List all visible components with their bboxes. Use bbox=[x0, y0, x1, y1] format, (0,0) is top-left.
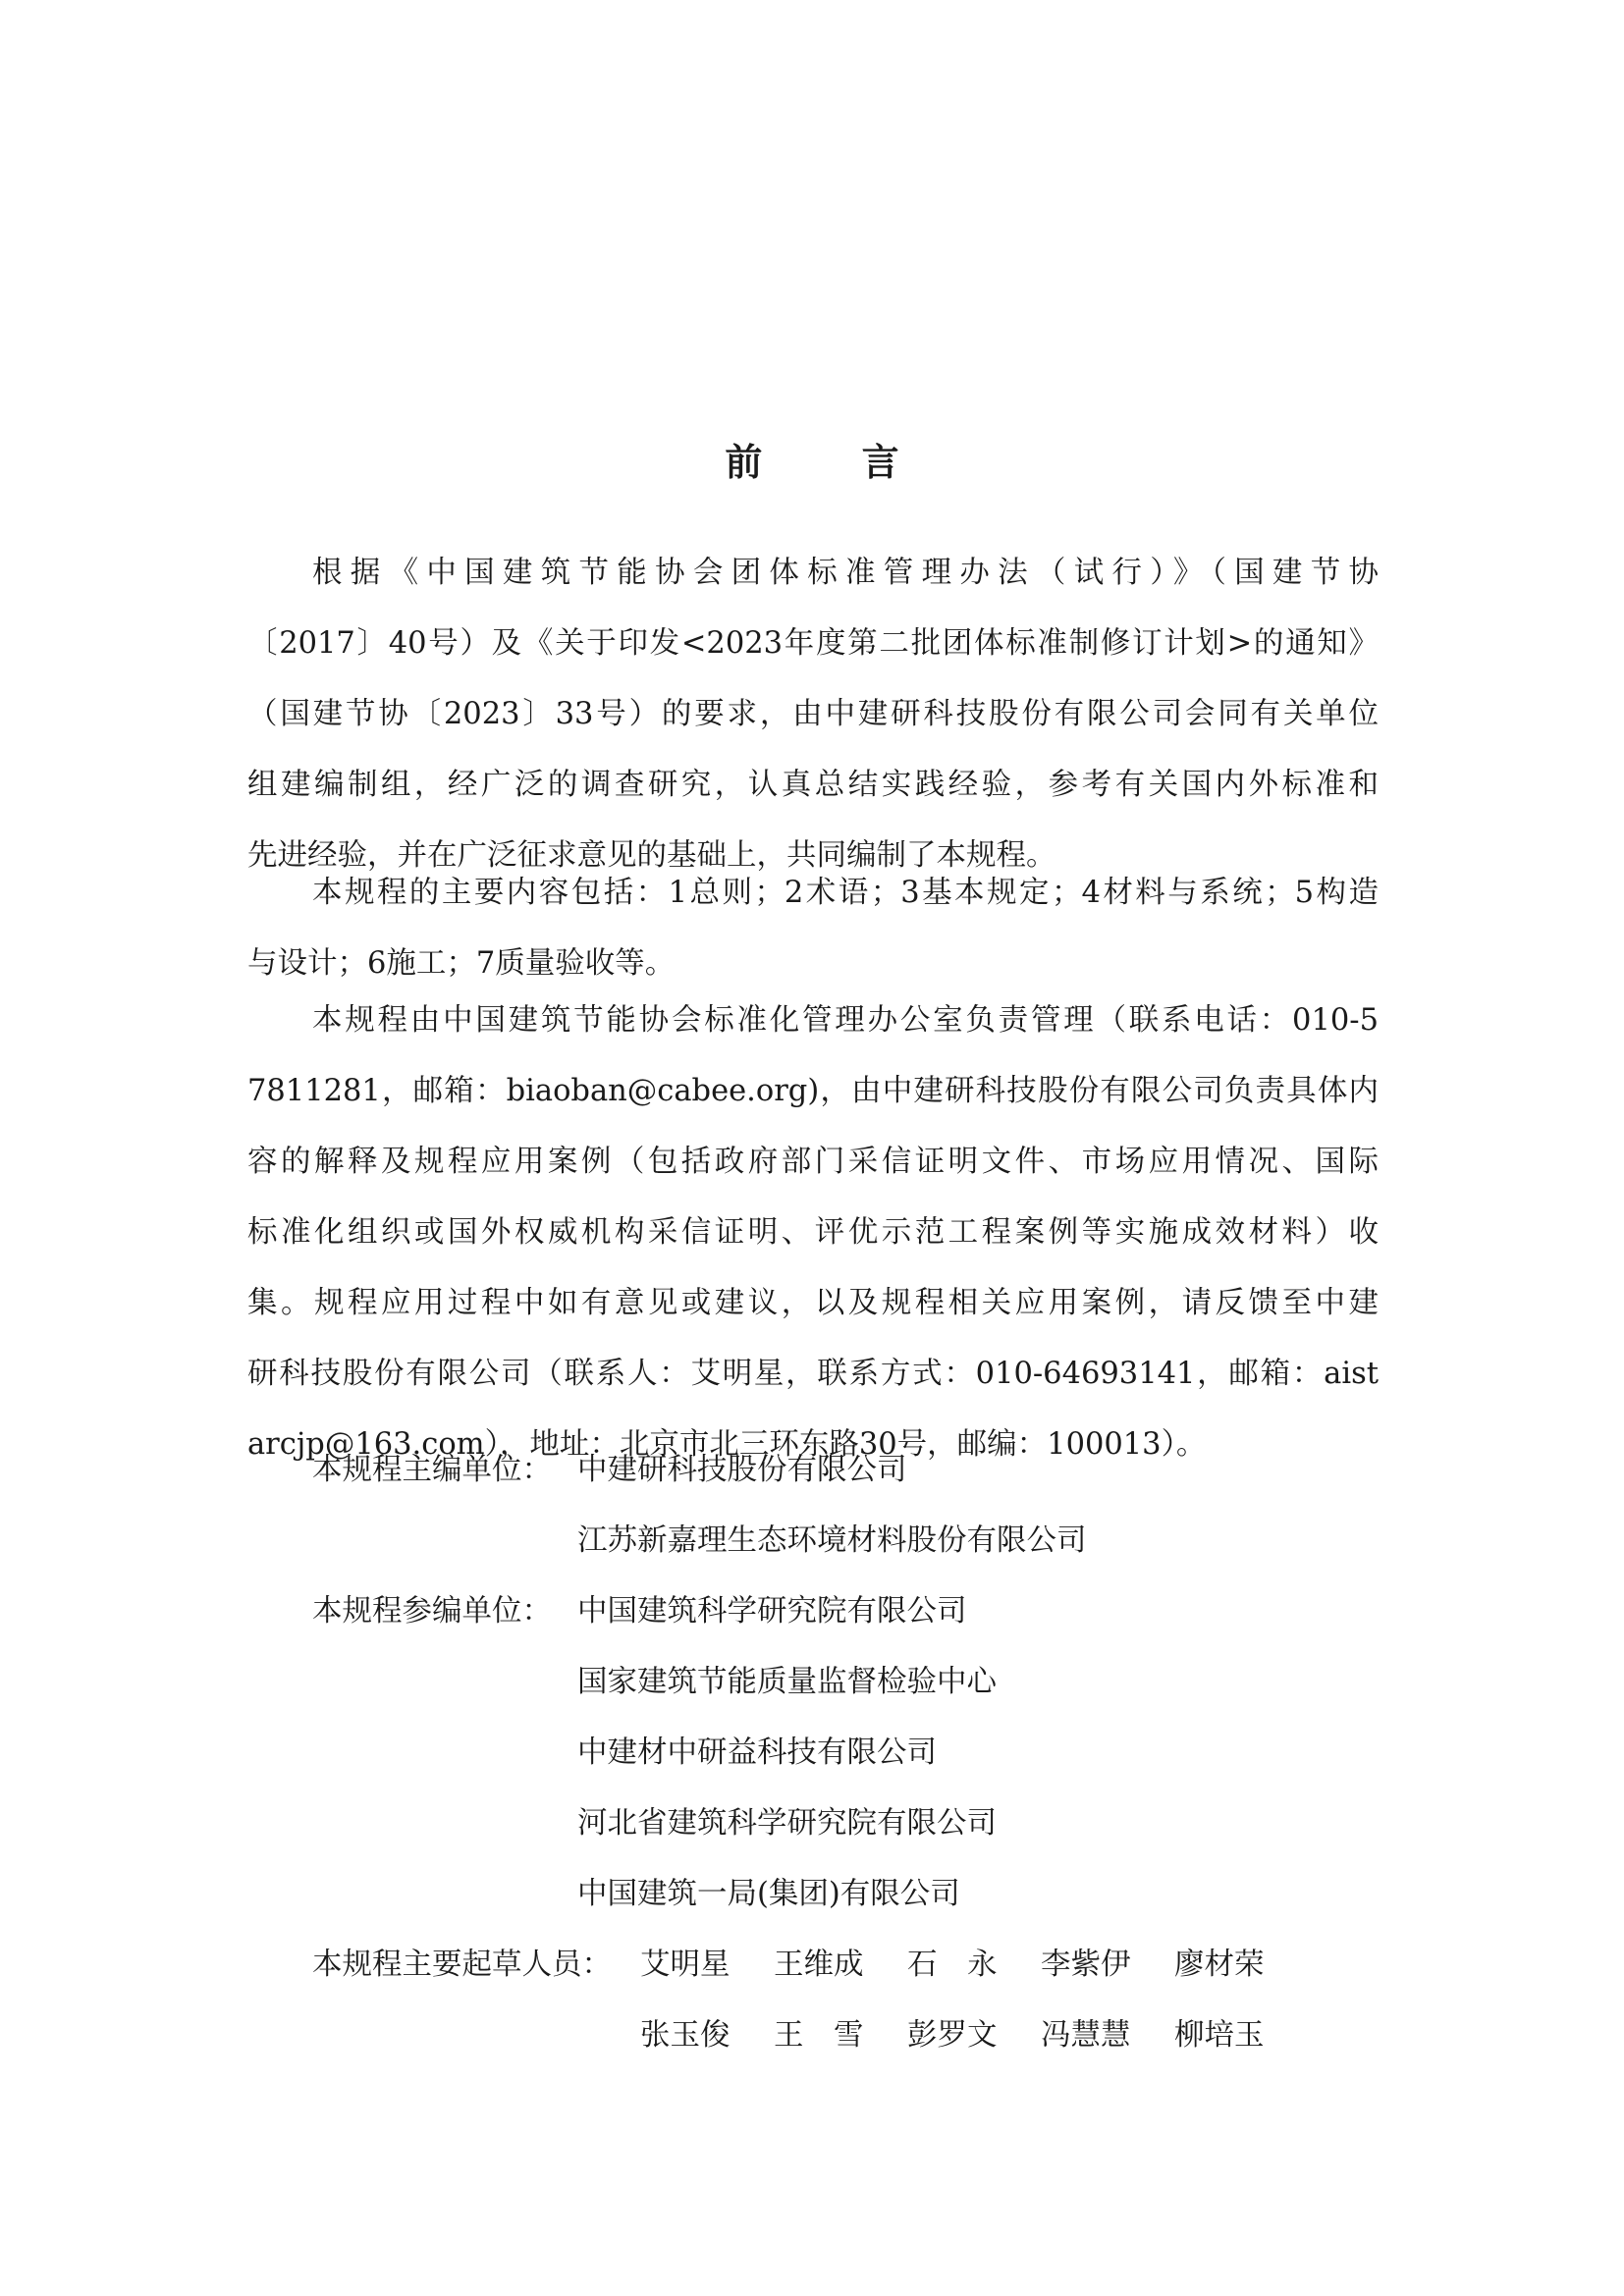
participating-unit: 中建材中研益科技有限公司 bbox=[577, 1735, 937, 1770]
paragraph-line: arcjp@163.com），地址：北京市北三环东路30号，邮编：100013）。 bbox=[247, 1427, 1207, 1462]
chief-unit: 中建研科技股份有限公司 bbox=[577, 1453, 907, 1487]
participating-unit: 河北省建筑科学研究院有限公司 bbox=[577, 1806, 997, 1841]
participating-unit: 中国建筑一局(集团)有限公司 bbox=[577, 1877, 960, 1911]
chief-unit: 江苏新嘉理生态环境材料股份有限公司 bbox=[577, 1523, 1087, 1558]
drafter-name: 柳培玉 bbox=[1174, 2018, 1265, 2053]
participating-unit: 国家建筑节能质量监督检验中心 bbox=[577, 1665, 997, 1699]
drafters-label: 本规程主要起草人员： bbox=[312, 1948, 612, 1982]
paragraph-line: 容的解释及规程应用案例（包括政府部门采信证明文件、市场应用情况、国际 bbox=[247, 1145, 1379, 1179]
intro-paragraph bbox=[247, 538, 1379, 891]
chief-units-label: 本规程主编单位： bbox=[312, 1453, 552, 1487]
paragraph-line: 标准化组织或国外权威机构采信证明、评优示范工程案例等实施成效材料）收 bbox=[247, 1215, 1379, 1250]
drafter-name: 李紫伊 bbox=[1041, 1948, 1131, 1982]
drafter-name: 冯慧慧 bbox=[1041, 2018, 1131, 2053]
paragraph-line: 〔2017〕40号）及《关于印发<2023年度第二批团体标准制修订计划>的通知》 bbox=[247, 626, 1379, 661]
drafter-name: 王维成 bbox=[774, 1948, 864, 1982]
drafter-name: 王 雪 bbox=[774, 2018, 864, 2053]
paragraph-line: 与设计；6施工；7质量验收等。 bbox=[247, 946, 676, 981]
paragraph-line: （国建节协〔2023〕33号）的要求，由中建研科技股份有限公司会同有关单位 bbox=[247, 697, 1379, 731]
paragraph-line: 本规程的主要内容包括：1总则；2术语；3基本规定；4材料与系统；5构造 bbox=[312, 876, 1379, 910]
paragraph-line: 根据《中国建筑节能协会团体标准管理办法（试行）》（国建节协 bbox=[312, 556, 1379, 590]
paragraph-line: 组建编制组，经广泛的调查研究，认真总结实践经验，参考有关国内外标准和 bbox=[247, 768, 1379, 802]
drafter-name: 彭罗文 bbox=[907, 2018, 998, 2053]
paragraph-line: 研科技股份有限公司（联系人：艾明星，联系方式：010-64693141，邮箱：aist bbox=[247, 1357, 1379, 1391]
page-title: 前 言 bbox=[725, 441, 943, 484]
drafter-name: 廖材荣 bbox=[1174, 1948, 1265, 1982]
drafter-name: 张玉俊 bbox=[640, 2018, 731, 2053]
contents-paragraph bbox=[247, 858, 1379, 999]
drafter-name: 石 永 bbox=[907, 1948, 998, 1982]
paragraph-line: 本规程由中国建筑节能协会标准化管理办公室负责管理（联系电话：010-5 bbox=[312, 1003, 1379, 1038]
drafter-name: 艾明星 bbox=[640, 1948, 731, 1982]
paragraph-line: 先进经验，并在广泛征求意见的基础上，共同编制了本规程。 bbox=[247, 838, 1056, 873]
participating-units-label: 本规程参编单位： bbox=[312, 1594, 552, 1629]
management-paragraph bbox=[247, 986, 1379, 1480]
paragraph-line: 集。规程应用过程中如有意见或建议，以及规程相关应用案例，请反馈至中建 bbox=[247, 1286, 1379, 1320]
paragraph-line: 7811281，邮箱：biaoban@cabee.org)，由中建研科技股份有限公司负责具体内 bbox=[247, 1074, 1379, 1108]
participating-unit: 中国建筑科学研究院有限公司 bbox=[577, 1594, 967, 1629]
